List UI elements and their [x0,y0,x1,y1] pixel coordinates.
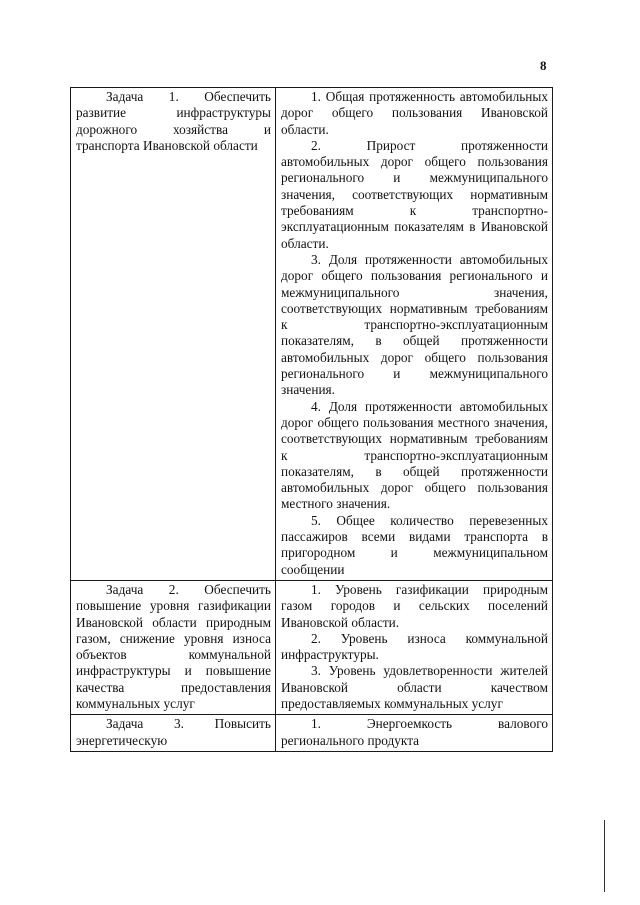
task-text: Задача 2. Обеспечить повышение уровня газификации Ивановской области природным газом, снижение уровня износа объектов коммунальной инфраструктуры и повышение качества предоставления коммунальных услуг [76,581,271,711]
task-cell [71,580,276,714]
indicator-item: 2. Уровень износа коммунальной инфраструктуры. [281,630,548,663]
indicators-cell [276,88,553,581]
tasks-indicators-table [70,87,553,752]
indicator-item: 1. Энергоемкость валового регионального продукта [281,716,548,748]
indicator-item: 5. Общее количество перевезенных пассажиров всеми видами транспорта в пригородном и межмуниципальном сообщении [281,512,548,577]
indicator-item: 2. Прирост протяженности автомобильных дорог общего пользования регионального и межмуниципального значения, соответствующих нормативным требованиям к транспортно-эксплуатационным показателям в Ивановской области. [281,137,548,251]
indicator-item: 3. Уровень удовлетворенности жителей Ивановской области качеством предоставляемых коммунальных услуг [281,663,548,711]
task-cell [71,715,276,752]
task-text: Задача 3. Повысить энергетическую [76,716,271,748]
task-text: Задача 1. Обеспечить развитие инфраструктуры дорожного хозяйства и транспорта Ивановской области [76,89,271,153]
indicator-item: 4. Доля протяженности автомобильных дорог общего пользования местного значения, соответствующих нормативным требованиям к транспортно-эксплуатационным показателям, в общей протяженности автомобильных дорог общего пользования местного значения. [281,398,548,512]
indicator-item: 3. Доля протяженности автомобильных дорог общего пользования регионального и межмуниципального значения, соответствующих нормативным требованиям к транспортно-эксплуатационным показателям, в общей протяженности автомобильных дорог общего пользования регионального и межмуниципального значения. [281,251,548,398]
indicator-item: 1. Уровень газификации природным газом городов и сельских поселений Ивановской области. [281,581,548,630]
table-row [71,88,553,581]
indicators-cell [276,580,553,714]
table-row [71,715,553,752]
table-row [71,580,553,714]
margin-line-mark [604,820,605,892]
indicators-cell [276,715,553,752]
task-cell [71,88,276,581]
indicator-item: 1. Общая протяженность автомобильных дорог общего пользования Ивановской области. [281,89,548,137]
page-number: 8 [540,58,547,73]
